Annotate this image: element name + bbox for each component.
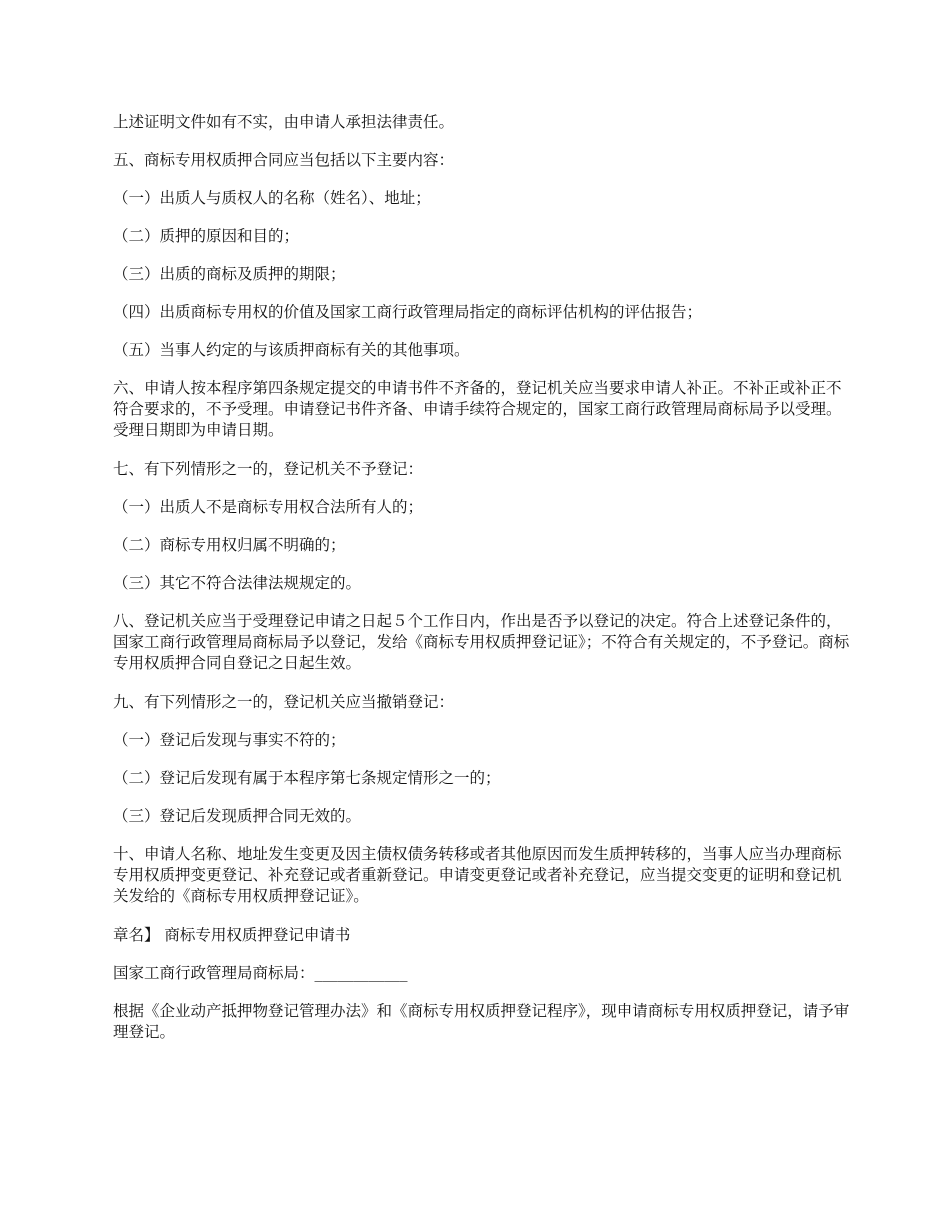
paragraph-section-9-item-2: （二）登记后发现有属于本程序第七条规定情形之一的； [113, 769, 501, 787]
document-body [113, 112, 853, 1061]
paragraph-section-9-heading: 九、有下列情形之一的，登记机关应当撤销登记： [113, 693, 455, 711]
paragraph-section-5-item-2: （二）质押的原因和目的； [113, 227, 300, 245]
paragraph-section-8: 八、登记机关应当于受理登记申请之日起５个工作日内，作出是否予以登记的决定。符合上述登记条件的，国家工商行政管理局商标局予以登记，发给《商标专用权质押登记证》；不符合有关规定的，不予登记。商标专用权质押合同自登记之日起生效。 [113, 612, 850, 672]
paragraph-section-5-heading: 五、商标专用权质押合同应当包括以下主要内容： [113, 151, 455, 169]
paragraph-section-7-heading: 七、有下列情形之一的，登记机关不予登记： [113, 460, 424, 478]
paragraph-section-9-item-3: （三）登记后发现质押合同无效的。 [113, 807, 362, 825]
paragraph-section-7-item-2: （二）商标专用权归属不明确的； [113, 536, 346, 554]
paragraph-application-request: 根据《企业动产抵押物登记管理办法》和《商标专用权质押登记程序》，现申请商标专用权质押登记，请予审理登记。 [113, 1002, 850, 1041]
paragraph-section-9-item-1: （一）登记后发现与事实不符的； [113, 731, 346, 749]
paragraph-section-7-item-1: （一）出质人不是商标专用权合法所有人的； [113, 498, 424, 516]
paragraph-chapter-title: 章名】 商标专用权质押登记申请书 [113, 926, 351, 944]
paragraph-section-10: 十、申请人名称、地址发生变更及因主债权债务转移或者其他原因而发生质押转移的，当事人应当办理商标专用权质押变更登记、补充登记或者重新登记。申请变更登记或者补充登记，应当提交变更的证明和登记机关发给的《商标专用权质押登记证》。 [113, 845, 842, 905]
paragraph-section-5-item-1: （一）出质人与质权人的名称（姓名）、地址； [113, 189, 431, 207]
paragraph-section-5-item-4: （四）出质商标专用权的价值及国家工商行政管理局指定的商标评估机构的评估报告； [113, 303, 703, 321]
paragraph-section-5-item-3: （三）出质的商标及质押的期限； [113, 265, 346, 283]
paragraph-addressee: 国家工商行政管理局商标局：____________ [113, 964, 408, 982]
paragraph-section-5-item-5: （五）当事人约定的与该质押商标有关的其他事项。 [113, 341, 470, 359]
paragraph-false-certificate-liability: 上述证明文件如有不实，由申请人承担法律责任。 [113, 113, 455, 131]
paragraph-section-7-item-3: （三）其它不符合法律法规规定的。 [113, 574, 362, 592]
paragraph-section-6: 六、申请人按本程序第四条规定提交的申请书件不齐备的，登记机关应当要求申请人补正。不补正或补正不符合要求的，不予受理。申请登记书件齐备、申请手续符合规定的，国家工商行政管理局商标局予以受理。受理日期即为申请日期。 [113, 379, 842, 439]
